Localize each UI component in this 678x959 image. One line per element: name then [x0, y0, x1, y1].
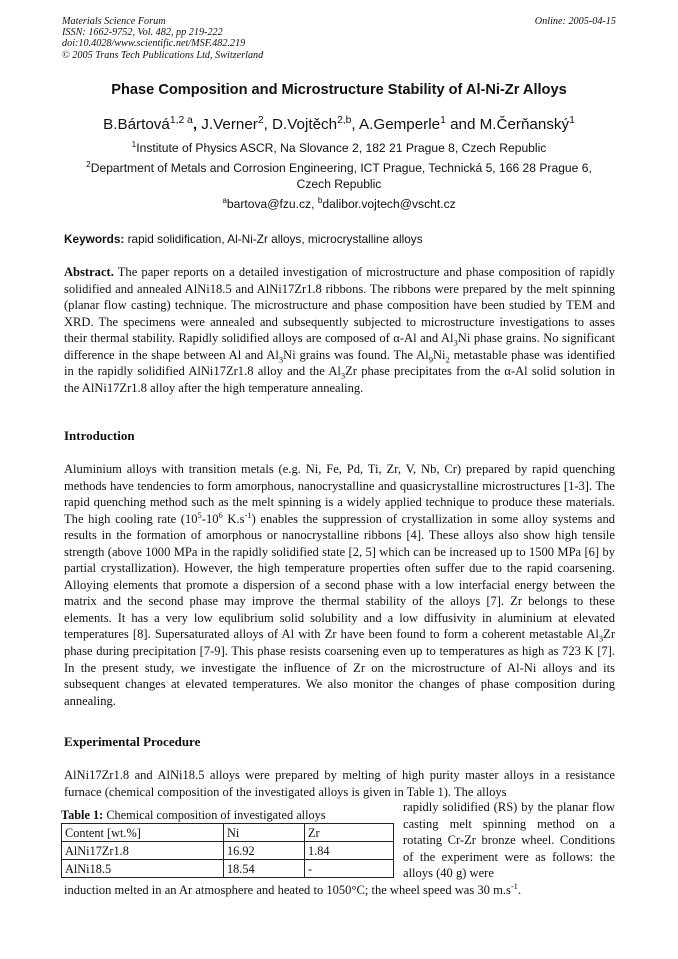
- table-caption: [61, 808, 326, 823]
- keywords-text: rapid solidification, Al-Ni-Zr alloys, microcrystalline alloys: [124, 232, 423, 246]
- author-superscript: 2: [257, 114, 264, 126]
- table-header-cell: Zr: [305, 824, 394, 842]
- table-row: [62, 842, 394, 860]
- author-name: A.Gemperle: [359, 116, 441, 133]
- superscript: 5: [197, 509, 202, 520]
- keywords-label: Keywords:: [64, 232, 125, 246]
- email-marker: b: [317, 195, 323, 205]
- email-marker: a: [222, 195, 227, 205]
- author-superscript: 1,2 a: [169, 114, 193, 126]
- email-address[interactable]: bartova@fzu.cz,: [226, 197, 318, 211]
- author-conjunction: and: [450, 116, 476, 133]
- composition-table: [61, 823, 394, 878]
- subscript: 2: [445, 354, 450, 365]
- body-text: .: [517, 883, 522, 897]
- abstract-text: Zr phase precipitates from the: [345, 364, 505, 379]
- table-caption-text: Chemical composition of investigated alloys: [103, 808, 326, 822]
- doi-line: doi:10.4028/www.scientific.net/MSF.482.219: [62, 38, 246, 50]
- paper-title: Phase Composition and Microstructure Stability of Al-Ni-Zr Alloys: [111, 82, 567, 98]
- experimental-wrapped-text: rapidly solidified (RS) by the planar flow casting melt spinning method on a rotating Cr-Zr bronze wheel. Conditions of the experiment were as follows: the alloys (40 g) were: [403, 800, 615, 881]
- subscript: 3: [453, 337, 458, 348]
- greek-alpha: α: [393, 331, 400, 346]
- body-text: Aluminium alloys with transition metals (e.g. Ni, Fe, Pd, Ti, Zr, V, Nb, Cr) prepared by rapid quenching methods have tendencies to form amorphous, nanocrystalline and quasicrystalline microstructures [1-3]. The rapid quenching method such as the melt spinning is a widely applied technique to produce these materials. The high cooling rate (10: [64, 462, 615, 526]
- affiliation-text: Department of Metals and Corrosion Engineering, ICT Prague, Technická 5, 166 28 Prague 6, Czech Republic: [90, 161, 592, 191]
- table-header-row: [62, 824, 394, 842]
- table-cell: AlNi17Zr1.8: [62, 842, 224, 860]
- table-header-cell: Content [wt.%]: [62, 824, 224, 842]
- copyright-line: © 2005 Trans Tech Publications Ltd, Switzerland: [62, 49, 264, 61]
- author-name: M.Čerňanský: [479, 116, 570, 133]
- online-date: Online: 2005-04-15: [534, 16, 616, 27]
- introduction-paragraph: [64, 461, 615, 709]
- email-address[interactable]: dalibor.vojtech@vscht.cz: [322, 197, 456, 211]
- affiliation-marker: 2: [86, 159, 91, 169]
- author-name: D.Vojtěch: [272, 116, 338, 133]
- body-text: -10: [201, 511, 219, 526]
- table-caption-label: Table 1:: [61, 808, 104, 822]
- superscript: -1: [510, 880, 518, 891]
- table-cell: 18.54: [224, 860, 305, 878]
- abstract-label: Abstract.: [64, 265, 114, 279]
- journal-header: [62, 16, 616, 61]
- experimental-continuation: [64, 882, 615, 899]
- affiliation-marker: 1: [131, 139, 137, 149]
- author-name: J.Verner: [201, 116, 258, 133]
- body-text: ) enables the suppression of crystallization in some alloy systems and results in the formation of amorphous or nanocrystalline ribbons [4]. These alloys also show high tensile strength (above 1000 MPa in the rapidly solidified state [2, 5] which can be increased up to 1500 MPa [6] by partial crystallization). However, the high temperature properties often suffer due to the rapid coarsening. Alloying elements that promote a dispersion of a second phase with a low interfacial energy between the matrix and the second phase may improve the thermal stability of the alloys [7]. Zr belongs to these elements. It has a very low equlibrium solid solubility and a low diffusivity in aluminium at elevated temperatures [8]. Supersaturated alloys of Al with Zr have been found to form a coherent metastable Al: [64, 511, 616, 642]
- superscript: 6: [218, 509, 223, 520]
- issn-line: ISSN: 1662-9752, Vol. 482, pp 219-222: [62, 27, 223, 39]
- author-list: B.Bártová$^{1,2 a}$, J.Verner$^2$, D.Vojtěch$^{2,b}$, A.Gemperle$^1$ and M.Čerňanský$^1$: [103, 114, 575, 133]
- abstract-text: Ni phase grains. No significant difference in the shape between Al and Al: [64, 331, 615, 362]
- section-heading-introduction: Introduction: [64, 428, 135, 443]
- subscript: 9: [428, 354, 433, 365]
- abstract-text: Ni grains was found. The Al: [283, 347, 429, 362]
- affiliation-1: [72, 140, 606, 156]
- abstract-text: metastable phase was identified in the rapidly solidified AlNi17Zr1.8 alloy and the Al: [64, 347, 616, 379]
- author-superscript: 1: [569, 114, 575, 126]
- body-text: Zr phase during precipitation [7-9]. This phase resists coarsening even up to temperatures as high as 723 K [7]. In the present study, we investigate the influence of Zr on the microstructure of Al-Ni alloys and its subsequent changes at elevated temperatures. We also monitor the changes of phase composition during annealing.: [64, 627, 615, 708]
- affiliation-text: Institute of Physics ASCR, Na Slovance 2, 182 21 Prague 8, Czech Republic: [136, 141, 547, 155]
- abstract-text: The paper reports on a detailed investigation of microstructure and phase composition of rapidly solidified and annealed AlNi18.5 and AlNi17Zr1.8 ribbons. The ribbons were prepared by the melt spinning (planar flow casting) technique. The microstructure and phase composition have been studied by TEM and XRD. The specimens were annealed and subsequently subjected to microstructure investigations to asses their thermal stability. Rapidly solidified alloys are composed of: [64, 265, 615, 346]
- abstract-paragraph: [64, 264, 615, 396]
- table-row: [62, 860, 394, 878]
- abstract-text: -Al and Al: [399, 331, 454, 346]
- author-superscript: 2,b: [337, 114, 352, 126]
- greek-alpha: α: [504, 364, 511, 379]
- subscript: 3: [278, 354, 284, 365]
- affiliation-2: [72, 160, 606, 192]
- body-text: K.s: [222, 511, 245, 526]
- email-line: [72, 196, 606, 212]
- subscript: 3: [340, 370, 346, 381]
- author-superscript: 1: [440, 114, 446, 126]
- table-cell: AlNi18.5: [62, 860, 224, 878]
- table-cell: 1.84: [305, 842, 394, 860]
- superscript: -1: [244, 509, 252, 520]
- section-heading-experimental: Experimental Procedure: [64, 734, 201, 749]
- experimental-paragraph: AlNi17Zr1.8 and AlNi18.5 alloys were prepared by melting of high purity master alloys in a resistance furnace (chemical composition of the investigated alloys is given in Table 1). The alloys: [64, 768, 615, 799]
- abstract-text: Ni: [432, 347, 446, 362]
- author-name: B.Bártová: [103, 116, 170, 133]
- keywords-line: [64, 232, 616, 246]
- abstract-text: -Al solid solution in the AlNi17Zr1.8 alloy after the high temperature annealing.: [64, 364, 615, 395]
- journal-name: Materials Science Forum: [62, 16, 166, 27]
- table-cell: 16.92: [224, 842, 305, 860]
- table-header-cell: Ni: [224, 824, 305, 842]
- table-cell: -: [305, 860, 394, 878]
- body-text: induction melted in an Ar atmosphere and heated to 1050°C; the wheel speed was 30 m.s: [64, 883, 511, 897]
- subscript: 3: [598, 633, 604, 644]
